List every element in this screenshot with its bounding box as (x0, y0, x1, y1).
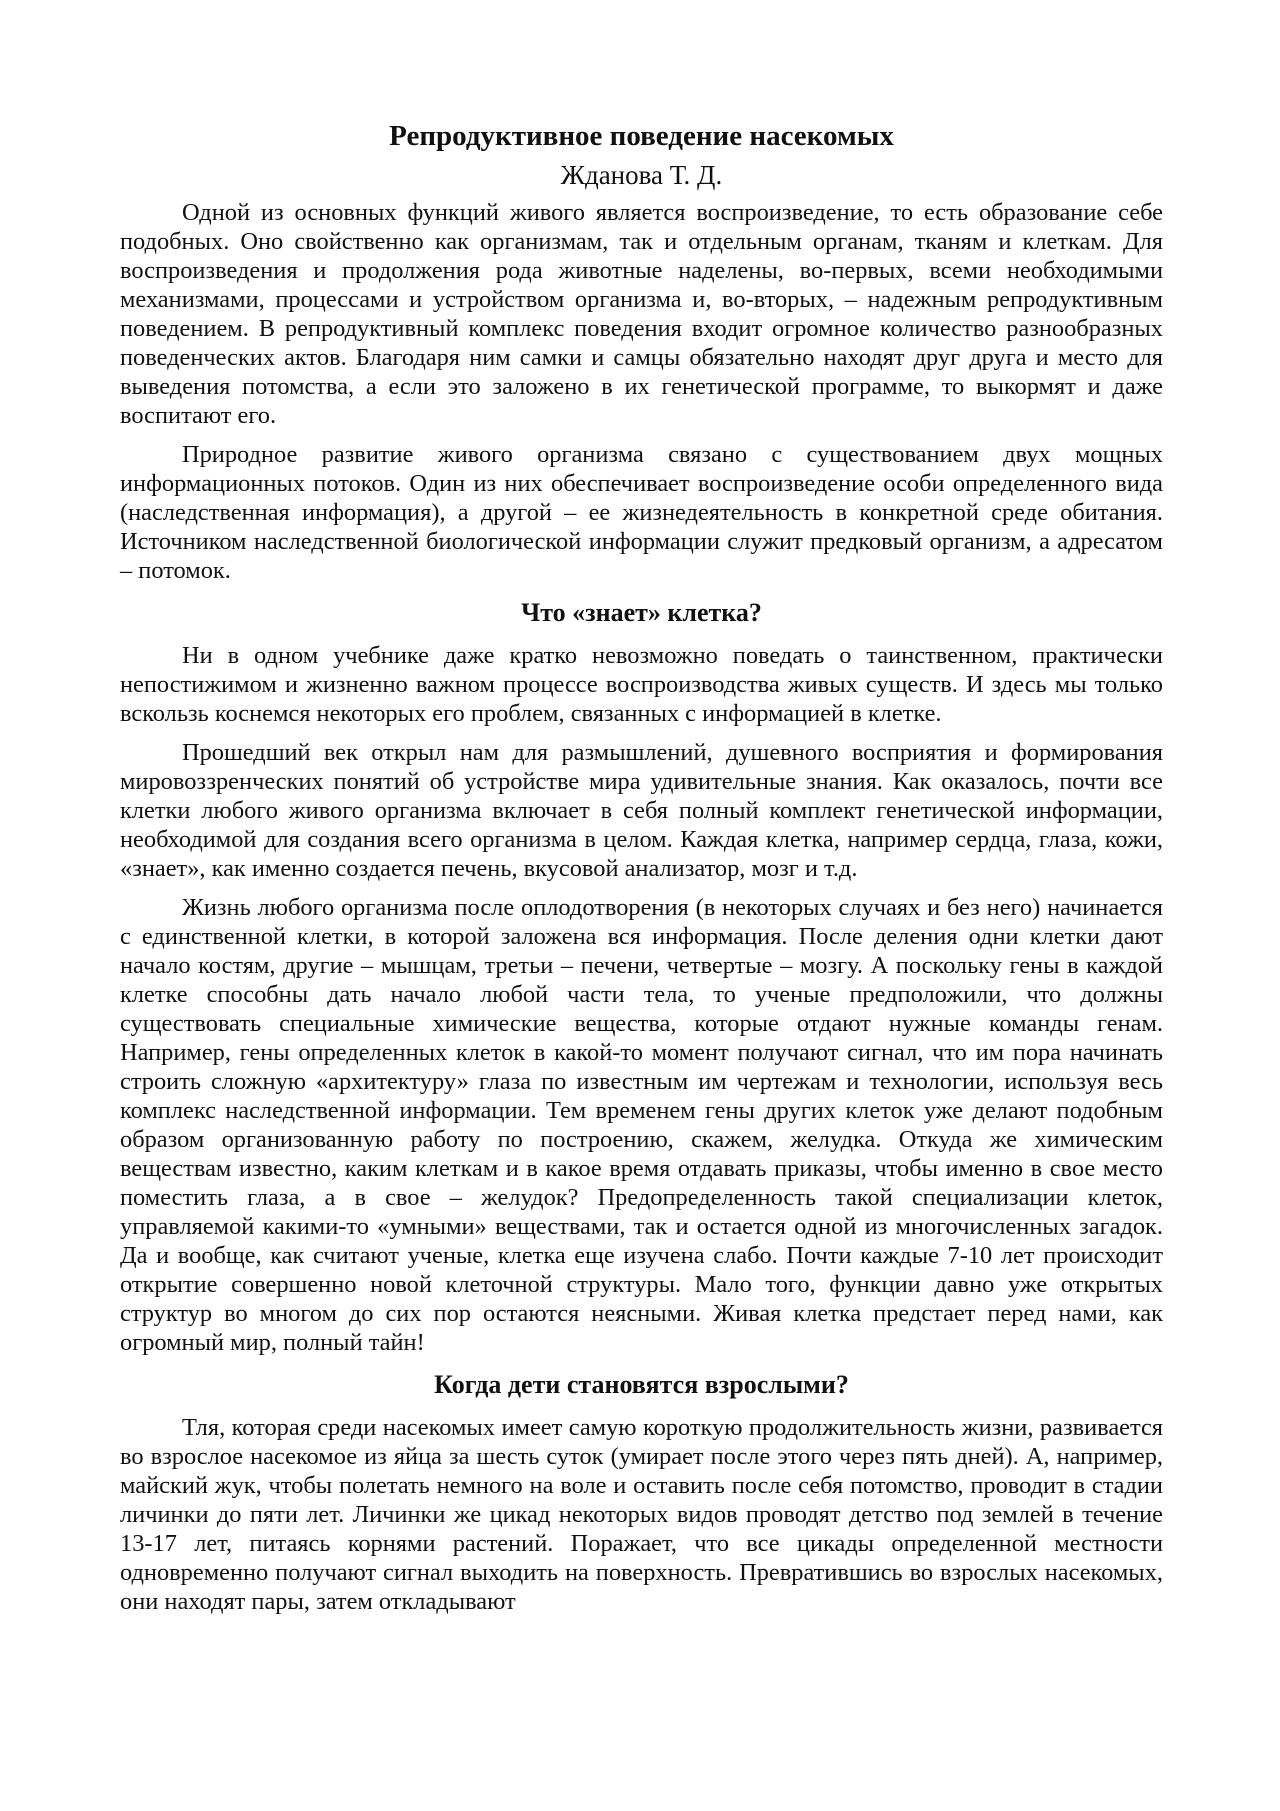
section1-paragraph-1: Ни в одном учебнике даже кратко невозможно поведать о таинственном, практически непостижимом и жизненно важном процессе воспроизводства живых существ. И здесь мы только вскользь коснемся некоторых его проблем, связанных с информацией в клетке. (120, 642, 1163, 727)
document-title: Репродуктивное поведение насекомых (389, 120, 894, 152)
section2-paragraph-1: Тля, которая среди насекомых имеет самую короткую продолжительность жизни, развивается во взрослое насекомое из яйца за шесть суток (умирает после этого через пять дней). А, например, майский жук, чтобы полетать немного на воле и оставить после себя потомство, проводит в стадии личинки до пяти лет. Личинки же цикад некоторых видов проводят детство под землей в течение 13-17 лет, питаясь корнями растений. Поражает, что все цикады определенной местности одновременно получают сигнал выходить на поверхность. Превратившись во взрослых насекомых, они находят пары, затем откладывают (120, 1414, 1163, 1615)
intro-paragraph-1: Одной из основных функций живого является воспроизведение, то есть образование себе подобных. Оно свойственно как организмам, так и отдельным органам, тканям и клеткам. Для воспроизведения и продолжения рода животные наделены, во-первых, всеми необходимыми механизмами, процессами и устройством организма и, во-вторых, – надежным репродуктивным поведением. В репродуктивный комплекс поведения входит огромное количество разнообразных поведенческих актов. Благодаря ним самки и самцы обязательно находят друг друга и место для выведения потомства, а если это заложено в их генетической программе, то выкормят и даже воспитают его. (120, 199, 1163, 429)
section1-paragraph-3: Жизнь любого организма после оплодотворения (в некоторых случаях и без него) начинается с единственной клетки, в которой заложена вся информация. После деления одни клетки дают начало костям, другие – мышцам, третьи – печени, четвертые – мозгу. А поскольку гены в каждой клетке способны дать начало любой части тела, то ученые предположили, что должны существовать специальные химические вещества, которые отдают нужные команды генам. Например, гены определенных клеток в какой-то момент получают сигнал, что им пора начинать строить сложную «архитектуру» глаза по известным им чертежам и технологии, используя весь комплекс наследственной информации. Тем временем гены других клеток уже делают подобным образом организованную работу по построению, скажем, желудка. Откуда же химическим веществам известно, каким клеткам и в какое время отдавать приказы, чтобы именно в свое место поместить глаза, а в свое – желудок? Предопределенность такой специализации клеток, управляемой какими-то «умными» веществами, так и остается одной из многочисленных загадок. Да и вообще, как считают ученые, клетка еще изучена слабо. Почти каждые 7-10 лет происходит открытие совершенно новой клеточной структуры. Мало того, функции давно уже открытых структур во многом до сих пор остаются неясными. Живая клетка предстает перед нами, как огромный мир, полный тайн! (120, 894, 1163, 1356)
intro-paragraph-2: Природное развитие живого организма связано с существованием двух мощных информационных потоков. Один из них обеспечивает воспроизведение особи определенного вида (наследственная информация), а другой – ее жизнедеятельность в конкретной среде обитания. Источником наследственной биологической информации служит предковый организм, а адресатом – потомок. (120, 441, 1163, 584)
document-page (120, 118, 1163, 1626)
section-heading-cell: Что «знает» клетка? (521, 598, 762, 627)
section1-paragraph-2: Прошедший век открыл нам для размышлений, душевного восприятия и формирования мировоззренческих понятий об устройстве мира удивительные знания. Как оказалось, почти все клетки любого живого организма включает в себя полный комплект генетической информации, необходимой для создания всего организма в целом. Каждая клетка, например сердца, глаза, кожи, «знает», как именно создается печень, вкусовой анализатор, мозг и т.д. (120, 739, 1163, 882)
section-heading-adults: Когда дети становятся взрослыми? (434, 1370, 849, 1399)
document-author: Жданова Т. Д. (560, 160, 723, 190)
